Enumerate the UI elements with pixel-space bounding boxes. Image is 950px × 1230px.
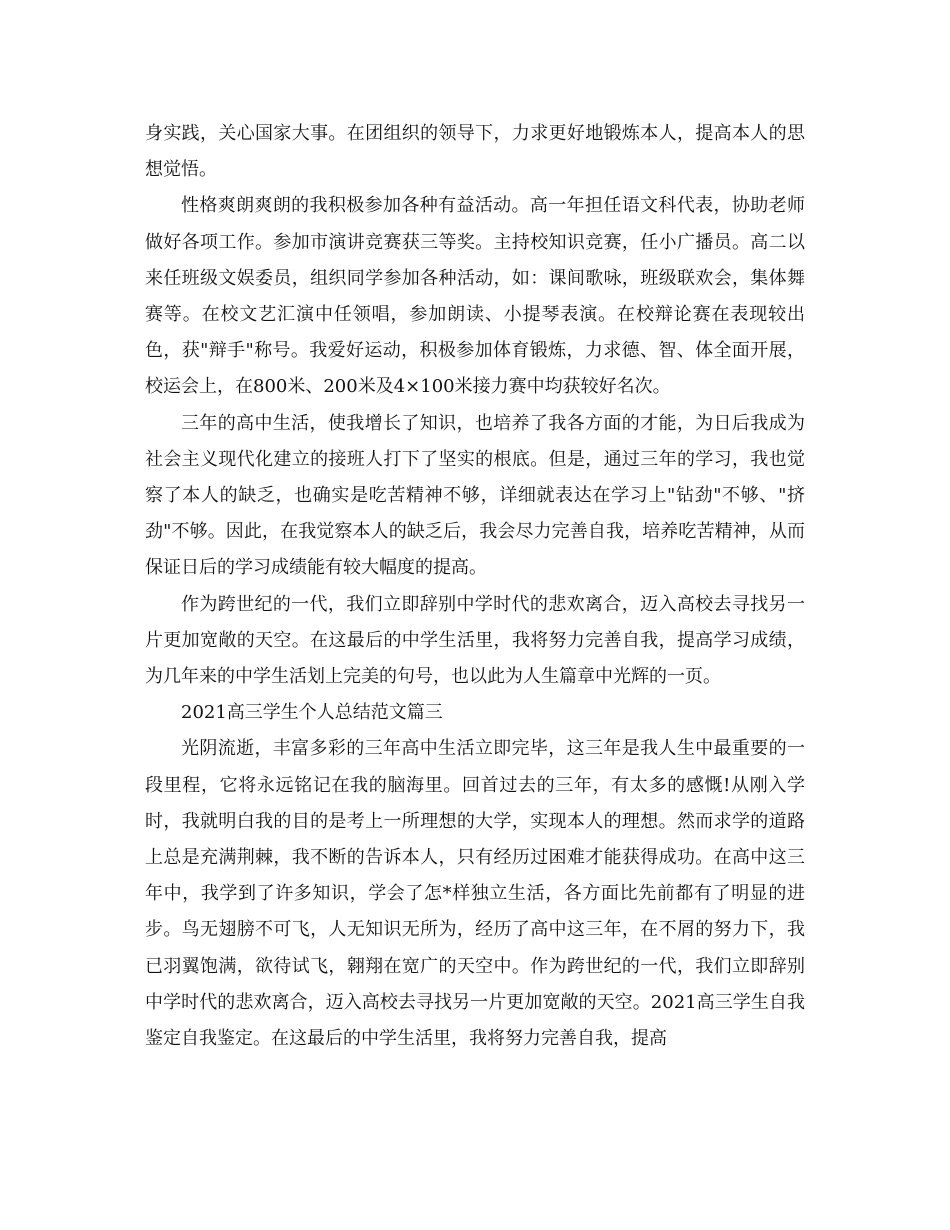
paragraph-farewell: 作为跨世纪的一代，我们立即辞别中学时代的悲欢离合，迈入高校去寻找另一片更加宽敞的天空。在这最后的中学生活里，我将努力完善自我，提高学习成绩，为几年来的中学生活划上完美的句号，也以此为人生篇章中光辉的一页。 [145, 593, 805, 688]
section-heading: 2021高三学生个人总结范文篇三 [181, 702, 443, 724]
paragraph-activities: 性格爽朗爽朗的我积极参加各种有益活动。高一年担任语文科代表，协助老师做好各项工作。参加市演讲竞赛获三等奖。主持校知识竞赛，任小广播员。高二以来任班级文娱委员，组织同学参加各种活动，如：课间歌咏，班级联欢会，集体舞赛等。在校文艺汇演中任领唱，参加朗读、小提琴表演。在校辩论赛在表现较出色，获"辩手"称号。我爱好运动，积极参加体育锻炼，力求德、智、体全面开展，校运会上，在800米、200米及4×100米接力赛中均获较好名次。 [145, 195, 805, 398]
paragraph-self-reflection: 三年的高中生活，使我增长了知识，也培养了我各方面的才能，为日后我成为社会主义现代化建立的接班人打下了坚实的根底。但是，通过三年的学习，我也觉察了本人的缺乏，也确实是吃苦精神不够，详细就表达在学习上"钻劲"不够、"挤劲"不够。因此，在我觉察本人的缺乏后，我会尽力完善自我，培养吃苦精神，从而保证日后的学习成绩能有较大幅度的提高。 [145, 412, 805, 579]
paragraph-summary-three: 光阴流逝，丰富多彩的三年高中生活立即完毕，这三年是我人生中最重要的一段里程，它将永远铭记在我的脑海里。回首过去的三年，有太多的感慨!从刚入学时，我就明白我的目的是考上一所理想的大学，实现本人的理想。然而求学的道路上总是充满荆棘，我不断的告诉本人，只有经历过困难才能获得成功。在高中这三年中，我学到了许多知识，学会了怎*样独立生活，各方面比先前都有了明显的进步。鸟无翅膀不可飞，人无知识无所为，经历了高中这三年，在不屑的努力下，我已羽翼饱满，欲待试飞，翱翔在宽广的天空中。作为跨世纪的一代，我们立即辞别中学时代的悲欢离合，迈入高校去寻找另一片更加宽敞的天空。2021高三学生自我鉴定自我鉴定。在这最后的中学生活里，我将努力完善自我，提高 [145, 738, 805, 1050]
paragraph-continuation: 身实践，关心国家大事。在团组织的领导下，力求更好地锻炼本人，提高本人的思想觉悟。 [145, 123, 805, 181]
document-body [145, 116, 805, 1057]
